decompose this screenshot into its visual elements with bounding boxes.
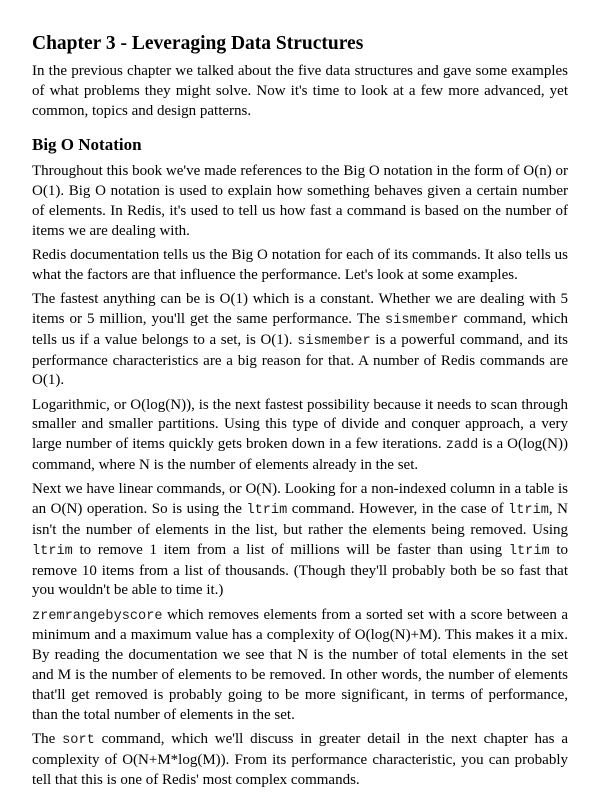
inline-code: ltrim bbox=[32, 543, 73, 559]
text-run: The fastest anything can be is O(1) which is a constant. Whether we are dealing with 5 items or 5 million, you'll get the same performance. The bbox=[32, 291, 568, 327]
text-run: Throughout this book we've made references to the Big O notation in the form of O(n) or O(1). Big O notation is used to explain how something behaves given a certain number of elements. In Redis, it's used to tell us how fast a command is based on the number of items we are dealing with. bbox=[32, 163, 568, 239]
text-run: Redis documentation tells us the Big O notation for each of its commands. It also tells us what the factors are that influence the performance. Let's look at some examples. bbox=[32, 247, 568, 283]
inline-code: zremrangebyscore bbox=[32, 608, 163, 624]
text-run: The bbox=[32, 730, 63, 747]
text-run: to remove 1 item from a list of millions will be faster than using bbox=[72, 541, 509, 558]
text-run: to remove 10 items from a list of thousands. (Though they'll probably both be so fast that you wouldn't be able to time it.) bbox=[32, 541, 569, 599]
text-run: is a O(log(N)) command, where N is the number of elements already in the set. bbox=[32, 436, 568, 474]
paragraph bbox=[32, 62, 568, 121]
inline-code: ltrim bbox=[246, 503, 288, 519]
inline-code: sismember bbox=[297, 333, 371, 349]
inline-code: zadd bbox=[445, 438, 479, 454]
text-run: Logarithmic, or O(log(N)), is the next fastest possibility because it needs to scan through smaller and smaller partitions. Using this type of divide and conquer approach, a very large number of items quickly gets broken down in a few iterations. bbox=[32, 396, 568, 453]
paragraph bbox=[32, 246, 568, 286]
page-content bbox=[32, 62, 568, 790]
inline-code: ltrim bbox=[508, 503, 549, 519]
inline-code: sismember bbox=[385, 312, 459, 328]
paragraph bbox=[32, 290, 568, 391]
text-run: command. However, in the case of bbox=[287, 501, 509, 518]
text-run: , N isn't the number of elements in the list, but rather the elements being removed. Using bbox=[32, 501, 568, 538]
paragraph bbox=[32, 606, 568, 726]
text-run: command, which we'll discuss in greater detail in the next chapter has a complexity of O(N+M*log(M)). From its performance characteristic, you can probably tell that this is one of Redis' most complex commands. bbox=[32, 730, 568, 788]
section-heading: Big O Notation bbox=[32, 135, 142, 155]
paragraph bbox=[32, 396, 568, 476]
paragraph bbox=[32, 162, 568, 241]
chapter-title: Chapter 3 - Leveraging Data Structures bbox=[32, 33, 364, 54]
text-run: In the previous chapter we talked about the five data structures and gave some examples of what problems they might solve. Now it's time to look at a few more advanced, yet common, topics and design patterns. bbox=[32, 63, 568, 119]
paragraph bbox=[32, 480, 568, 601]
paragraph bbox=[32, 730, 568, 790]
inline-code: sort bbox=[62, 732, 95, 748]
text-run: command, which tells us if a value belongs to a set, is O(1). bbox=[32, 310, 569, 348]
text-run: which removes elements from a sorted set with a score between a minimum and a maximum value has a complexity of O(log(N)+M). This makes it a mix. By reading the documentation we see that N is the number of total elements in the set and M is the number of elements to be removed. In other words, the number of elements that'll get removed is probably going to be more significant, in terms of performance, than the total number of elements in the set. bbox=[32, 606, 568, 723]
inline-code: ltrim bbox=[508, 543, 550, 559]
text-run: is a powerful command, and its performance characteristics are a big reason for that. A number of Redis commands are O(1). bbox=[32, 331, 568, 389]
text-run: Next we have linear commands, or O(N). Looking for a non-indexed column in a table is an O(N) operation. So is using the bbox=[32, 481, 568, 518]
